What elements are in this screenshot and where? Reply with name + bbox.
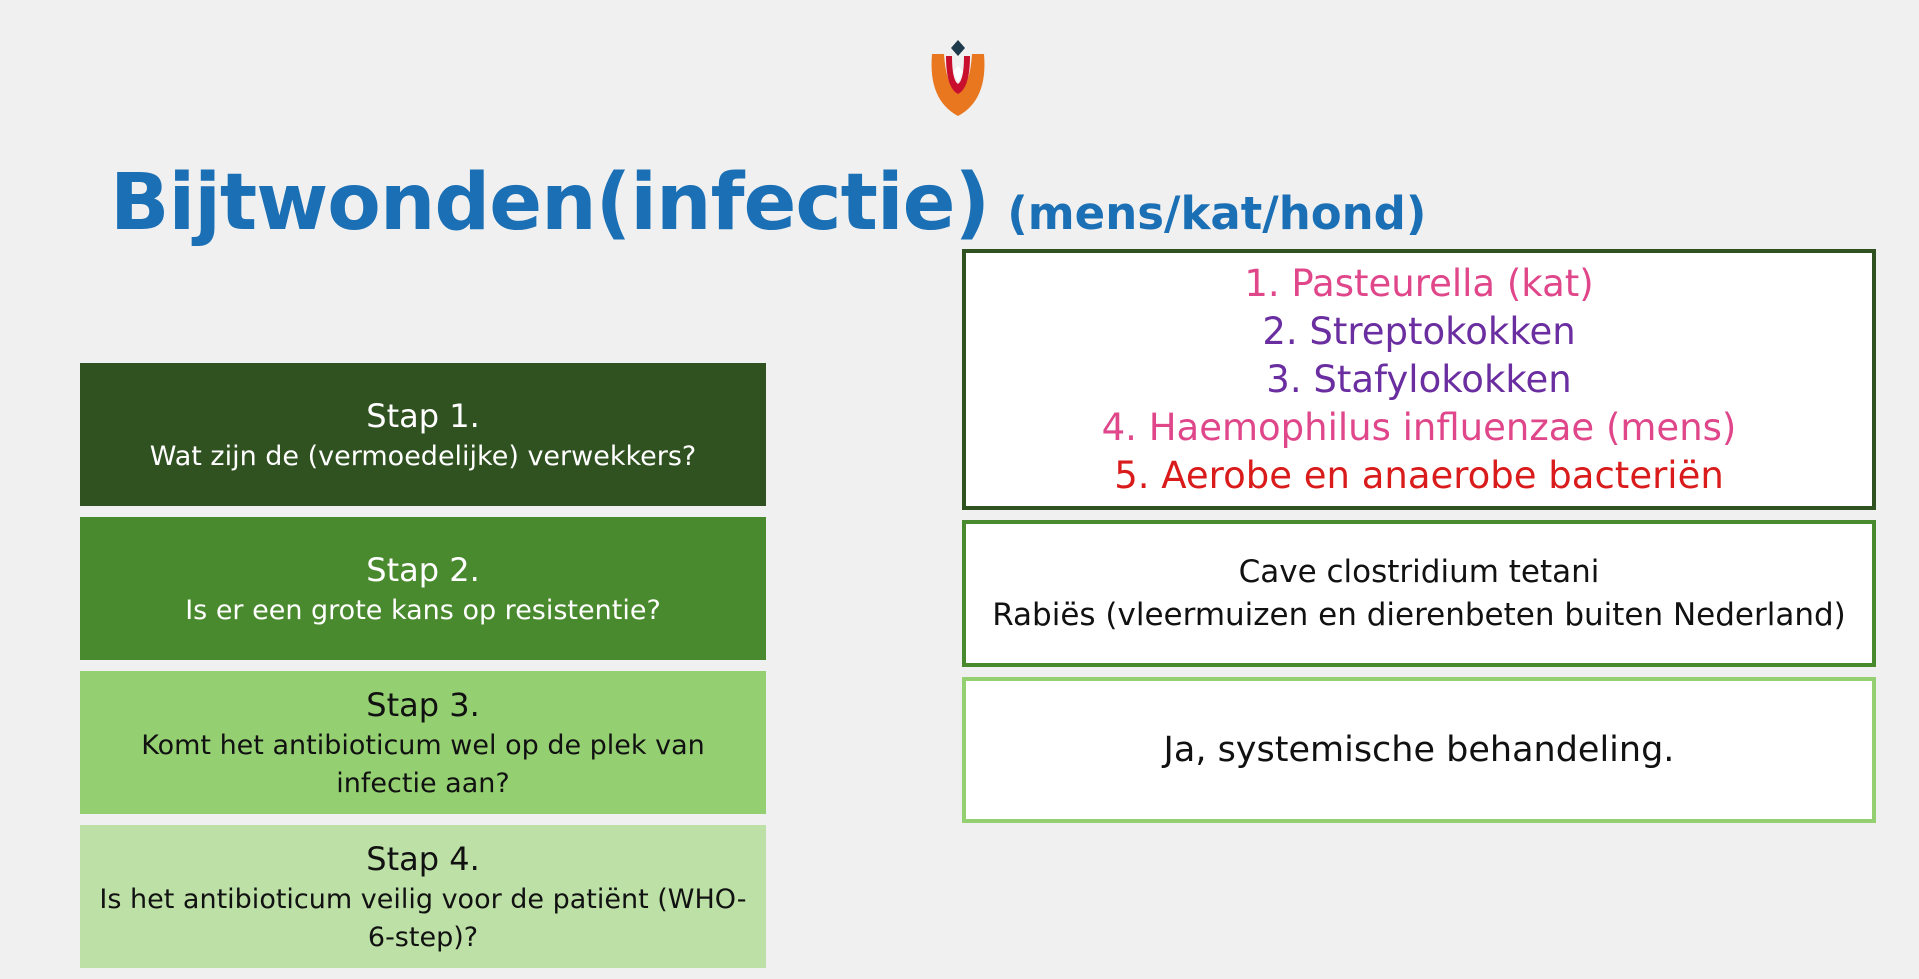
slide-title-main: Bijtwonden(infectie) xyxy=(110,158,990,248)
answers-column xyxy=(962,249,1876,823)
pathogen-item: 3. Stafylokokken xyxy=(1266,357,1572,401)
step-4-text: Is het antibioticum veilig voor de patiënt (WHO-6-step)? xyxy=(99,883,747,953)
step-3-text: Komt het antibioticum wel op de plek van infectie aan? xyxy=(141,729,705,799)
pathogen-item: 4. Haemophilus influenzae (mens) xyxy=(1101,405,1737,449)
steps-column xyxy=(80,363,766,979)
site-box xyxy=(962,677,1876,823)
step-2-text: Is er een grote kans op resistentie? xyxy=(185,594,661,626)
pathogen-item: 5. Aerobe en anaerobe bacteriën xyxy=(1114,453,1724,497)
slide-title xyxy=(110,158,1426,248)
step-4-heading: Stap 4. xyxy=(366,839,480,878)
step-3-heading: Stap 3. xyxy=(366,685,480,724)
step-4-box xyxy=(80,825,766,968)
step-1-box xyxy=(80,363,766,506)
resistance-line: Cave clostridium tetani xyxy=(1238,553,1600,590)
tulip-logo-icon xyxy=(924,36,992,120)
step-2-box xyxy=(80,517,766,660)
pathogen-item: 1. Pasteurella (kat) xyxy=(1244,261,1594,305)
step-2-heading: Stap 2. xyxy=(366,550,480,589)
site-answer: Ja, systemische behandeling. xyxy=(1163,730,1675,770)
slide-subtitle: (mens/kat/hond) xyxy=(1007,187,1427,240)
pathogen-item: 2. Streptokokken xyxy=(1262,309,1576,353)
step-1-heading: Stap 1. xyxy=(366,396,480,435)
resistance-line: Rabiës (vleermuizen en dierenbeten buiten Nederland) xyxy=(992,596,1846,633)
pathogens-box xyxy=(962,249,1876,510)
step-3-box xyxy=(80,671,766,814)
step-1-text: Wat zijn de (vermoedelijke) verwekkers? xyxy=(149,440,697,472)
resistance-box xyxy=(962,520,1876,667)
